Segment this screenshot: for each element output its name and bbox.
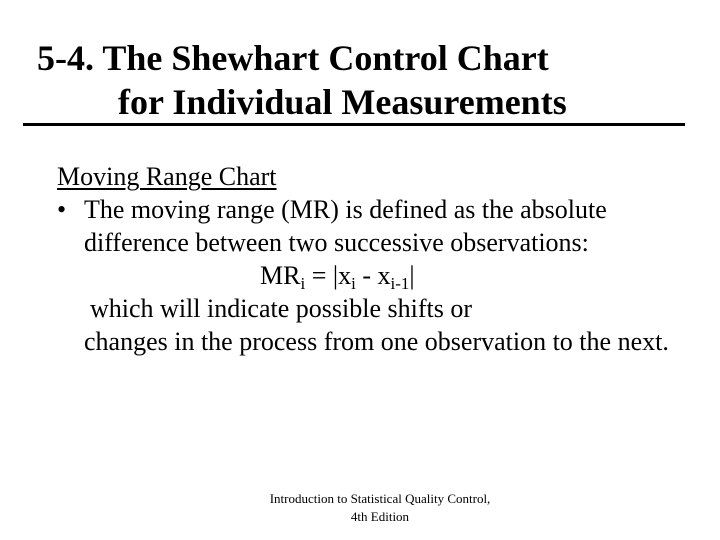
formula-x-prev-subscript: i-1 xyxy=(390,274,410,293)
title-underline-rule xyxy=(23,123,685,126)
moving-range-formula xyxy=(57,259,697,292)
continuation-text-line-1: which will indicate possible shifts or xyxy=(90,294,473,323)
slide-title-line-1: 5-4. The Shewhart Control Chart xyxy=(37,38,549,78)
formula-equals-abs-x: = |x xyxy=(305,261,352,290)
section-heading: Moving Range Chart xyxy=(57,162,277,191)
continuation-text: changes in the process from one observation to the next. xyxy=(84,327,669,356)
slide-body xyxy=(57,160,697,358)
formula-mr-subscript: i xyxy=(300,274,306,293)
bullet-text: The moving range (MR) is defined as the absolute difference between two successive observations: xyxy=(84,195,607,257)
footer-line-1: Introduction to Statistical Quality Control, xyxy=(269,491,491,506)
slide-footer xyxy=(0,490,720,526)
footer-line-2: 4th Edition xyxy=(350,509,410,524)
bullet-icon: • xyxy=(57,195,67,224)
bullet-item xyxy=(57,193,697,259)
formula-close-abs: | xyxy=(409,261,415,290)
formula-mr: MR xyxy=(260,261,301,290)
slide-title-line-2: for Individual Measurements xyxy=(118,82,567,122)
formula-x-subscript: i xyxy=(351,274,356,293)
formula-minus-x: - x xyxy=(355,261,391,290)
